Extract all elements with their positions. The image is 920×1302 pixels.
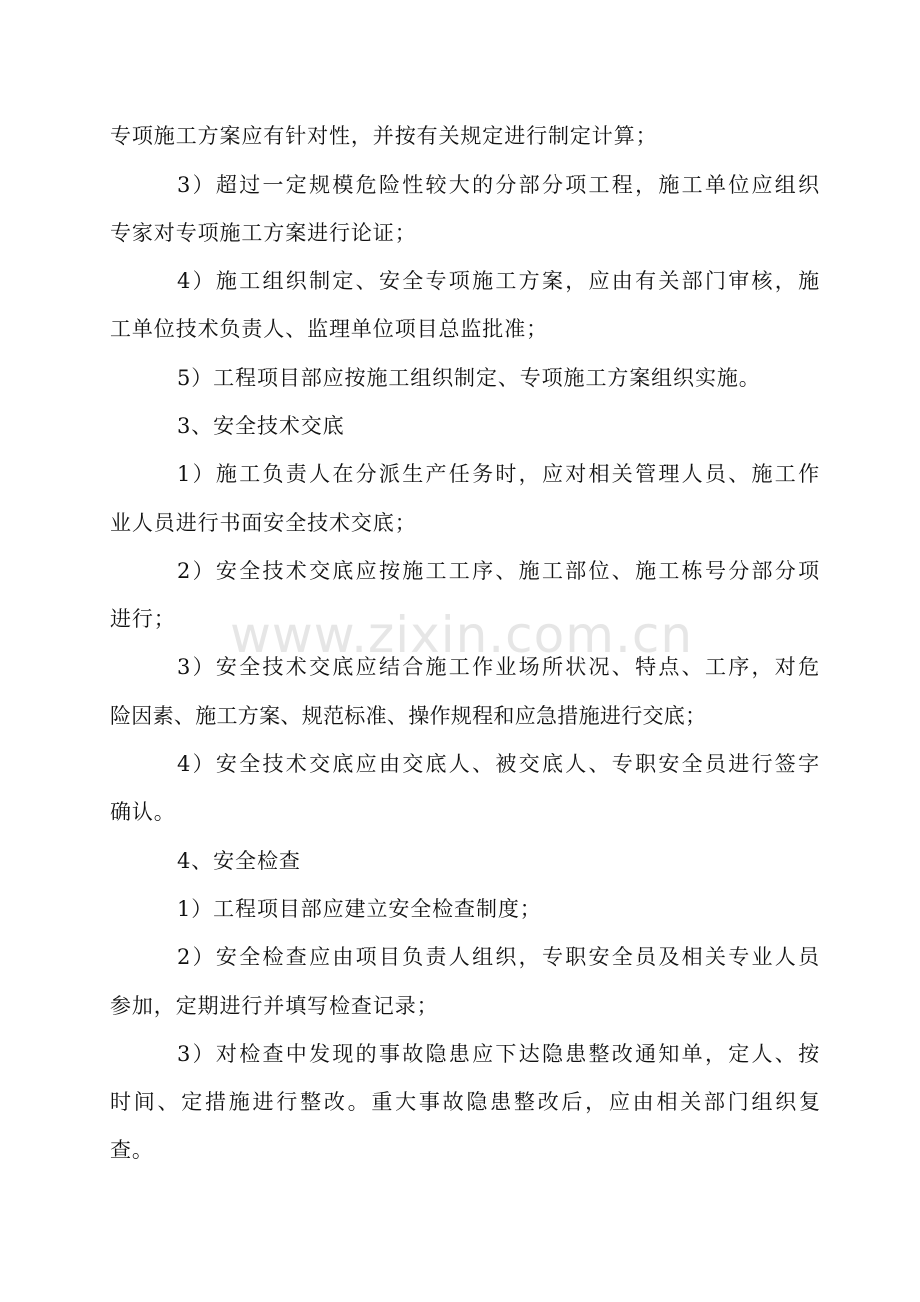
text-line: 工单位技术负责人、监理单位项目总监批准；	[110, 317, 548, 341]
text-line: 3）超过一定规模危险性较大的分部分项工程，施工单位应组织	[177, 173, 820, 197]
section-heading: 3、安全技术交底	[177, 414, 345, 438]
text-line: 进行；	[110, 607, 176, 631]
section-heading: 4、安全检查	[177, 849, 301, 873]
text-line: 2）安全检查应由项目负责人组织，专职安全员及相关专业人员	[177, 945, 820, 969]
text-line: 1）施工负责人在分派生产任务时，应对相关管理人员、施工作	[177, 462, 820, 486]
watermark: www.zixin.com.cn	[230, 606, 694, 664]
text-line: 3）对检查中发现的事故隐患应下达隐患整改通知单，定人、按	[177, 1042, 820, 1066]
text-line: 时间、定措施进行整改。重大事故隐患整改后，应由相关部门组织复	[110, 1090, 820, 1114]
text-line: 专项施工方案应有针对性，并按有关规定进行制定计算；	[110, 124, 658, 148]
text-line: 查。	[110, 1138, 154, 1162]
text-line: 2）安全技术交底应按施工工序、施工部位、施工栋号分部分项	[177, 559, 820, 583]
text-line: 险因素、施工方案、规范标准、操作规程和应急措施进行交底；	[110, 704, 707, 728]
text-line: 3）安全技术交底应结合施工作业场所状况、特点、工序，对危	[177, 655, 820, 679]
text-line: 确认。	[110, 800, 176, 824]
text-line: 1）工程项目部应建立安全检查制度；	[177, 897, 542, 921]
text-line: 4）安全技术交底应由交底人、被交底人、专职安全员进行签字	[177, 752, 820, 776]
text-line: 5）工程项目部应按施工组织制定、专项施工方案组织实施。	[177, 366, 761, 390]
text-line: 4）施工组织制定、安全专项施工方案，应由有关部门审核，施	[177, 269, 820, 293]
text-line: 参加，定期进行并填写检查记录；	[110, 994, 439, 1018]
text-line: 专家对专项施工方案进行论证；	[110, 221, 417, 245]
text-line: 业人员进行书面安全技术交底；	[110, 511, 417, 535]
